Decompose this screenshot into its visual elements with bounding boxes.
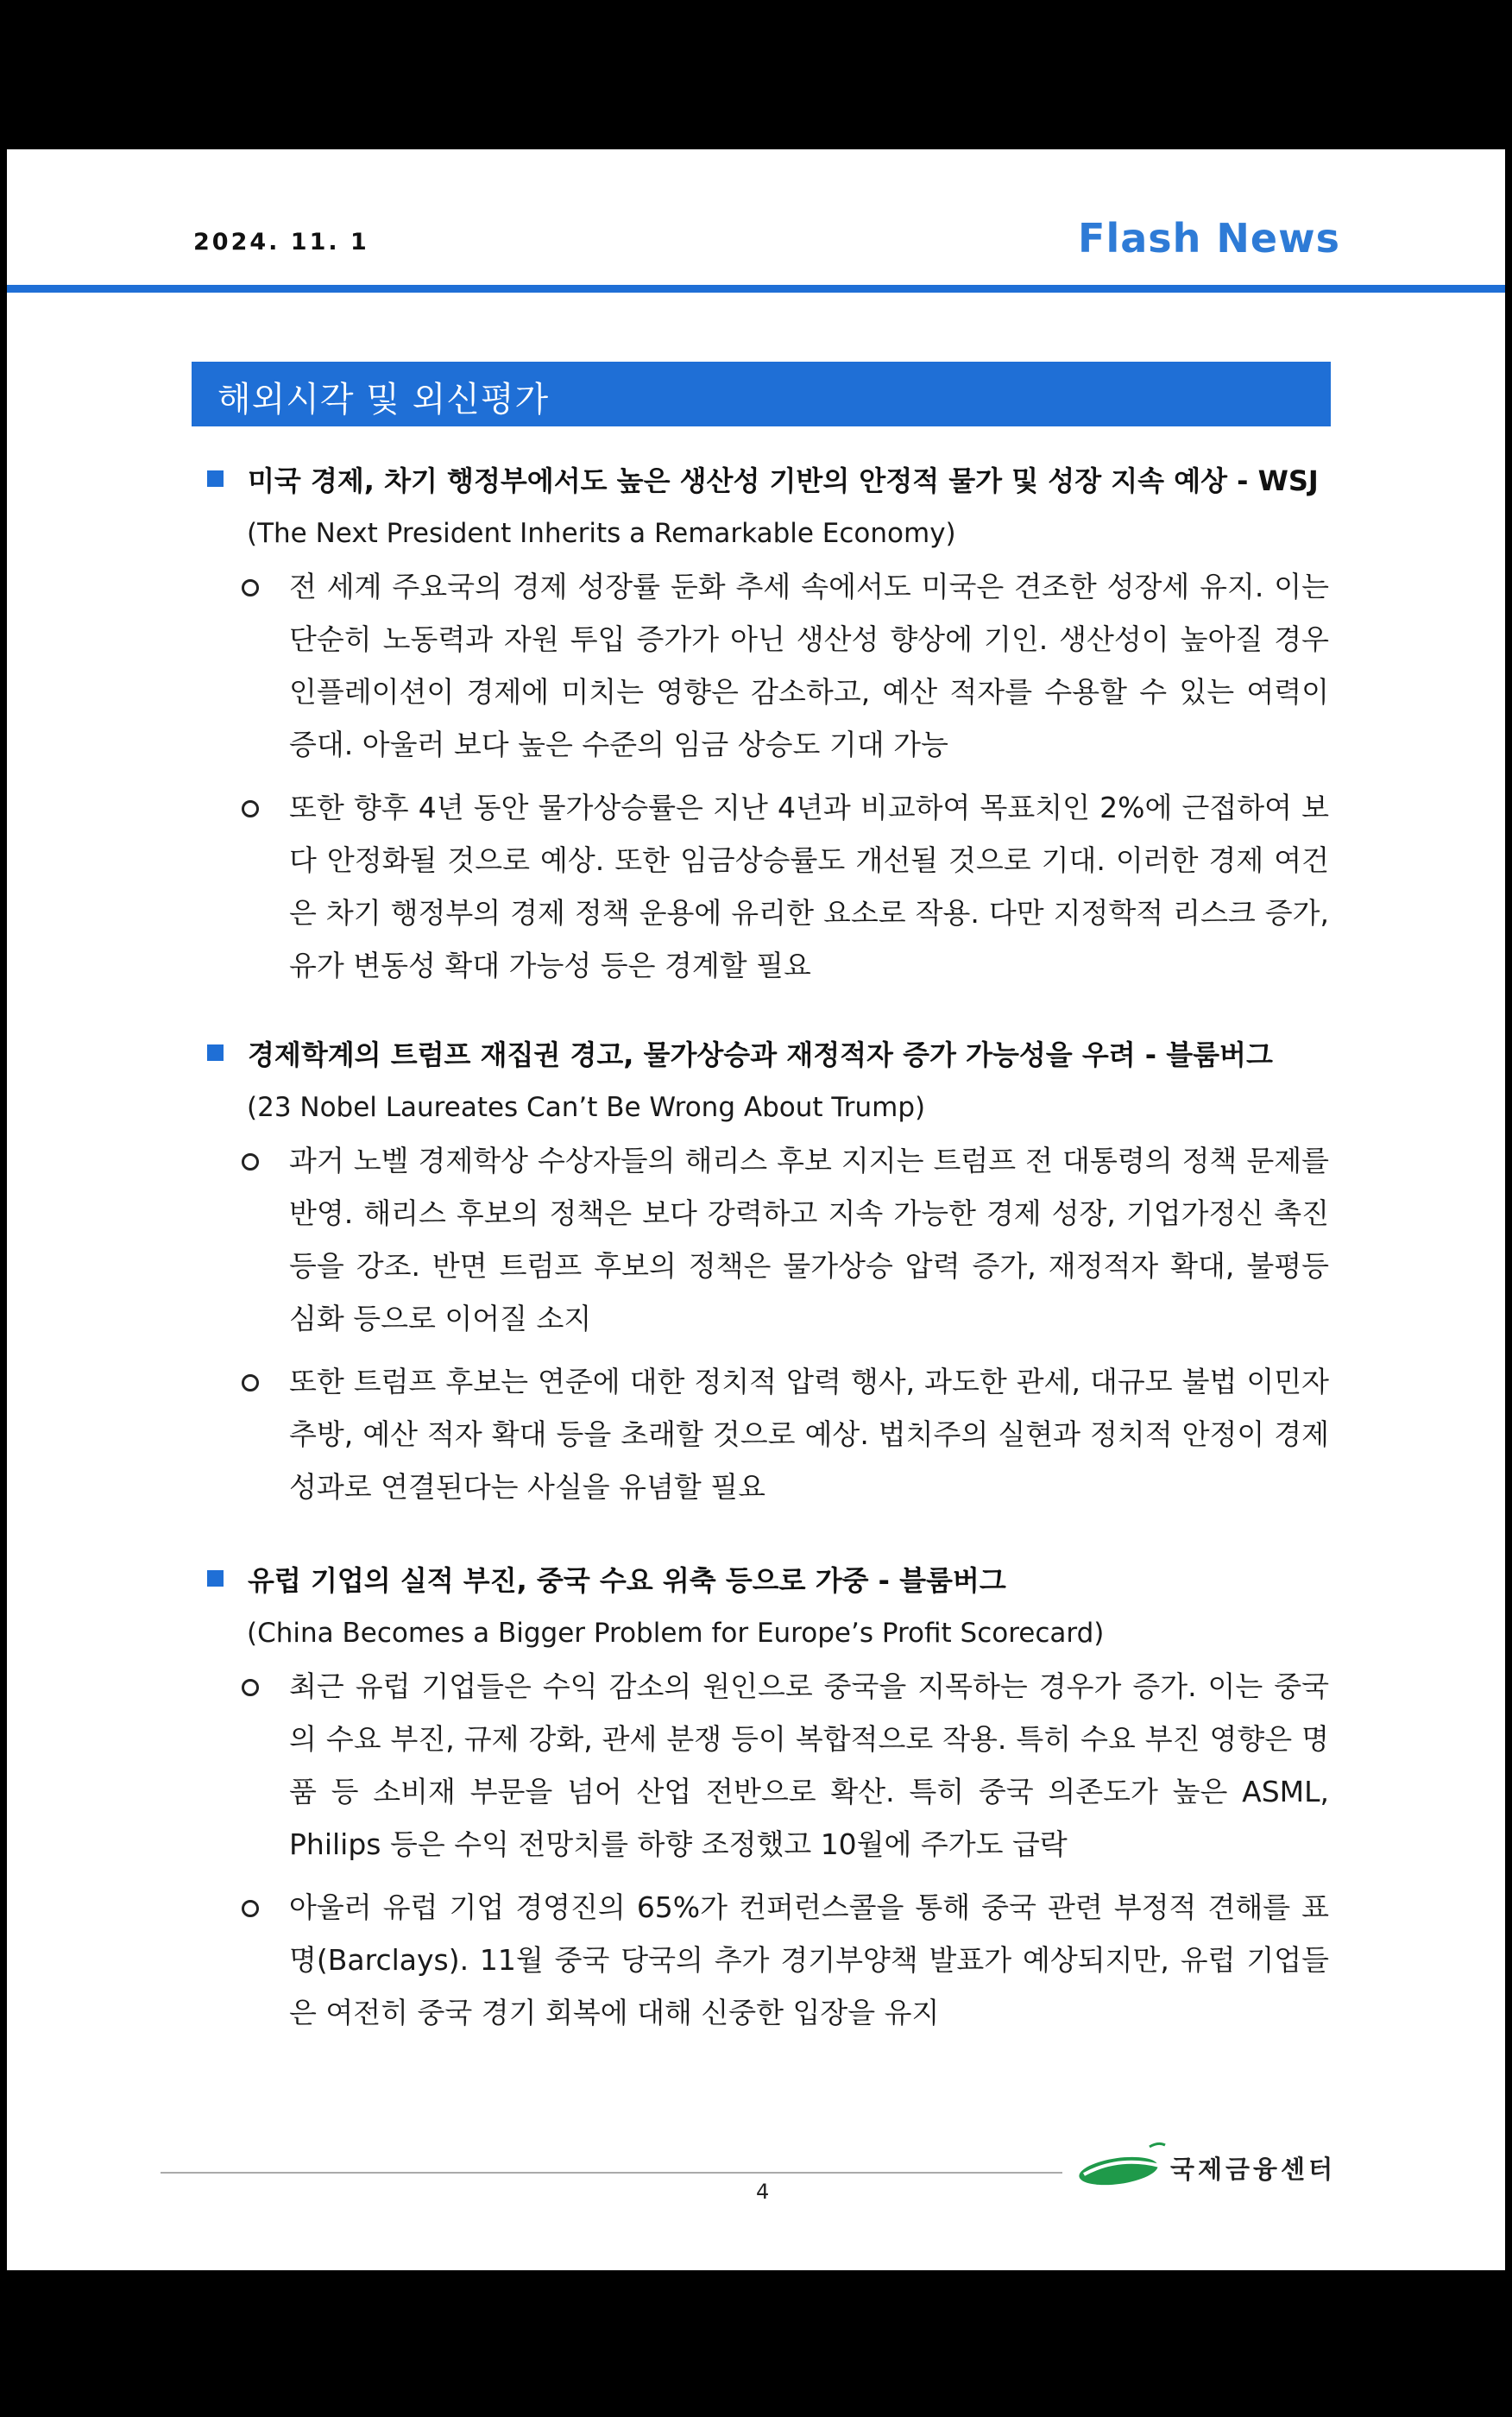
circle-bullet-icon xyxy=(242,579,259,596)
article-3-headline xyxy=(207,1563,1355,1598)
report-title: Flash News xyxy=(1078,215,1340,262)
article-1-source: (The Next President Inherits a Remarkable Economy) xyxy=(247,518,956,549)
article-headline-text: 경제학계의 트럼프 재집권 경고, 물가상승과 재정적자 증가 가능성을 우려 - 블룸버그 xyxy=(248,1038,1273,1071)
circle-bullet-icon xyxy=(242,1153,259,1171)
section-header xyxy=(192,362,1331,426)
footer-divider xyxy=(161,2172,1062,2174)
article-headline-text: 미국 경제, 차기 행정부에서도 높은 생산성 기반의 안정적 물가 및 성장 지속 예상 - WSJ xyxy=(248,464,1319,497)
article-headline-text: 유럽 기업의 실적 부진, 중국 수요 위축 등으로 가중 - 블룸버그 xyxy=(248,1564,1006,1597)
section-title: 해외시각 및 외신평가 xyxy=(217,380,550,420)
circle-bullet-icon xyxy=(242,1900,259,1917)
circle-bullet-icon xyxy=(242,800,259,817)
document-page xyxy=(7,149,1505,2270)
logo-text: 국제금융센터 xyxy=(1170,2155,1337,2184)
square-bullet-icon xyxy=(207,470,224,487)
bullet-text: 또한 향후 4년 동안 물가상승률은 지난 4년과 비교하여 목표치인 2%에 근접하여 보다 안정화될 것으로 예상. 또한 임금상승률도 개선될 것으로 기대. 이러한 경제 여건은 차기 행정부의 경제 정책 운용에 유리한 요소로 작용. 다만 지정학적 리스크 증가, 유가 변동성 확대 가능성 등은 경계할 필요 xyxy=(289,791,1329,982)
circle-bullet-icon xyxy=(242,1679,259,1696)
circle-bullet-icon xyxy=(242,1374,259,1392)
page-number: 4 xyxy=(756,2180,770,2204)
square-bullet-icon xyxy=(207,1044,224,1061)
article-2-headline xyxy=(207,1038,1355,1072)
bullet-text: 전 세계 주요국의 경제 성장률 둔화 추세 속에서도 미국은 견조한 성장세 유지. 이는 단순히 노동력과 자원 투입 증가가 아닌 생산성 향상에 기인. 생산성이 높아질 경우 인플레이션이 경제에 미치는 영향은 감소하고, 예산 적자를 수용할 수 있는 여력이 증대. 아울러 보다 높은 수준의 임금 상승도 기대 가능 xyxy=(289,570,1329,761)
bullet-text: 과거 노벨 경제학상 수상자들의 해리스 후보 지지는 트럼프 전 대통령의 정책 문제를 반영. 해리스 후보의 정책은 보다 강력하고 지속 가능한 경제 성장, 기업가정신 촉진 등을 강조. 반면 트럼프 후보의 정책은 물가상승 압력 증가, 재정적자 확대, 불평등 심화 등으로 이어질 소지 xyxy=(289,1144,1329,1335)
bullet-text: 최근 유럽 기업들은 수익 감소의 원인으로 중국을 지목하는 경우가 증가. 이는 중국의 수요 부진, 규제 강화, 관세 분쟁 등이 복합적으로 작용. 특히 수요 부진 영향은 명품 등 소비재 부문을 넘어 산업 전반으로 확산. 특히 중국 의존도가 높은 ASML, Philips 등은 수익 전망치를 하향 조정했고 10월에 주가도 급락 xyxy=(289,1669,1329,1861)
bullet-text: 또한 트럼프 후보는 연준에 대한 정치적 압력 행사, 과도한 관세, 대규모 불법 이민자 추방, 예산 적자 확대 등을 초래할 것으로 예상. 법치주의 실현과 정치적 안정이 경제성과로 연결된다는 사실을 유념할 필요 xyxy=(289,1365,1329,1504)
square-bullet-icon xyxy=(207,1570,224,1587)
report-date: 2024. 11. 1 xyxy=(193,229,369,256)
bullet-text: 아울러 유럽 기업 경영진의 65%가 컨퍼런스콜을 통해 중국 관련 부정적 견해를 표명(Barclays). 11월 중국 당국의 추가 경기부양책 발표가 예상되지만, 유럽 기업들은 여전히 중국 경기 회복에 대해 신중한 입장을 유지 xyxy=(289,1890,1329,2029)
article-2-source: (23 Nobel Laureates Can’t Be Wrong About Trump) xyxy=(247,1092,926,1123)
header-divider xyxy=(7,285,1505,293)
kcif-logo xyxy=(1075,2135,1360,2195)
logo-mark-icon xyxy=(1075,2135,1170,2195)
article-3-source: (China Becomes a Bigger Problem for Europe’s Profit Scorecard) xyxy=(247,1618,1105,1649)
article-1-headline xyxy=(207,464,1355,498)
